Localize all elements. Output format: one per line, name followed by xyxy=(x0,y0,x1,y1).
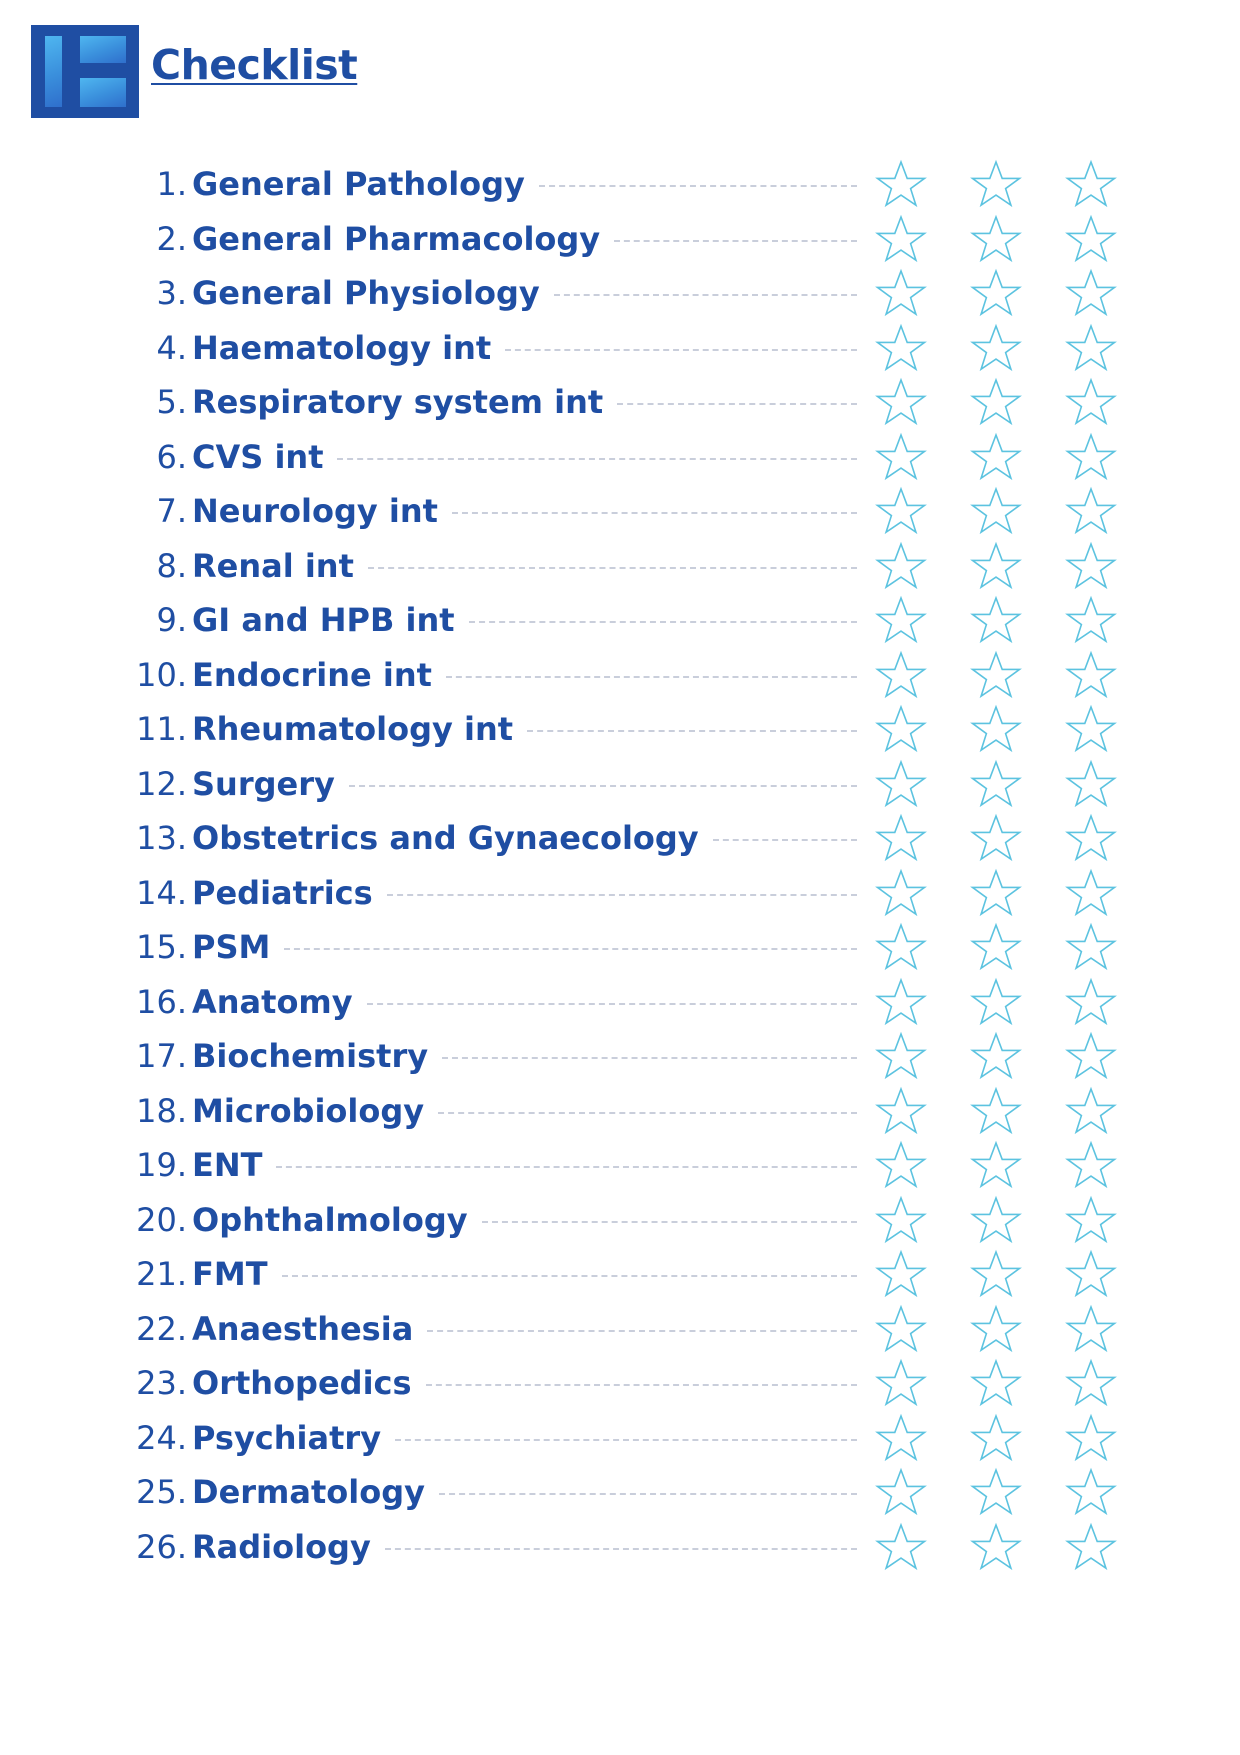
item-number: 16. xyxy=(136,982,187,1021)
star-outline-icon[interactable] xyxy=(969,977,1023,1027)
star-outline-icon[interactable] xyxy=(969,159,1023,209)
leader-line xyxy=(426,1384,857,1386)
star-outline-icon[interactable] xyxy=(1064,1140,1118,1190)
item-label: ENT xyxy=(192,1146,263,1184)
star-outline-icon[interactable] xyxy=(969,377,1023,427)
star-outline-icon[interactable] xyxy=(969,868,1023,918)
leader-line xyxy=(427,1330,857,1332)
item-number: 13. xyxy=(136,819,187,857)
leader-line xyxy=(505,349,857,351)
item-label: General Pharmacology xyxy=(192,219,601,258)
star-outline-icon[interactable] xyxy=(1064,1467,1118,1517)
checklist-row xyxy=(0,159,1240,209)
checklist-row xyxy=(0,922,1240,972)
star-outline-icon[interactable] xyxy=(1064,868,1118,918)
item-label: Ophthalmology xyxy=(192,1200,468,1239)
star-outline-icon[interactable] xyxy=(969,704,1023,754)
star-outline-icon[interactable] xyxy=(874,323,928,373)
star-outline-icon[interactable] xyxy=(969,1413,1023,1463)
star-outline-icon[interactable] xyxy=(1064,541,1118,591)
item-number: 14. xyxy=(136,873,187,912)
item-number: 4. xyxy=(156,328,187,367)
star-outline-icon[interactable] xyxy=(874,486,928,536)
leader-line xyxy=(284,948,857,950)
star-outline-icon[interactable] xyxy=(969,595,1023,645)
item-number: 26. xyxy=(136,1527,187,1566)
leader-line xyxy=(276,1166,857,1168)
item-label: Radiology xyxy=(192,1527,371,1566)
leader-line xyxy=(385,1548,857,1550)
star-outline-icon[interactable] xyxy=(1064,214,1118,264)
leader-line xyxy=(482,1221,857,1223)
star-outline-icon[interactable] xyxy=(969,1195,1023,1245)
checklist-row xyxy=(0,704,1240,754)
star-outline-icon[interactable] xyxy=(874,432,928,482)
item-label: General Physiology xyxy=(192,274,540,312)
item-label: Renal int xyxy=(192,546,354,585)
item-label: FMT xyxy=(192,1255,268,1293)
star-outline-icon[interactable] xyxy=(1064,977,1118,1027)
leader-line xyxy=(368,567,857,569)
item-label: GI and HPB int xyxy=(192,601,455,639)
star-outline-icon[interactable] xyxy=(1064,159,1118,209)
star-outline-icon[interactable] xyxy=(874,759,928,809)
star-outline-icon[interactable] xyxy=(874,377,928,427)
checklist-row xyxy=(0,1522,1240,1572)
checklist-row xyxy=(0,1413,1240,1463)
star-outline-icon[interactable] xyxy=(1064,1358,1118,1408)
star-outline-icon[interactable] xyxy=(1064,486,1118,536)
item-number: 24. xyxy=(136,1418,187,1457)
item-label: Pediatrics xyxy=(192,873,373,912)
star-outline-icon[interactable] xyxy=(969,541,1023,591)
checklist-row xyxy=(0,377,1240,427)
star-outline-icon[interactable] xyxy=(969,813,1023,863)
leader-line xyxy=(446,676,857,678)
star-outline-icon[interactable] xyxy=(874,1413,928,1463)
leader-line xyxy=(713,839,857,841)
checklist-row xyxy=(0,1031,1240,1081)
star-outline-icon[interactable] xyxy=(969,268,1023,318)
star-outline-icon[interactable] xyxy=(969,214,1023,264)
item-label: Respiratory system int xyxy=(192,383,604,421)
item-number: 19. xyxy=(136,1146,187,1184)
item-number: 7. xyxy=(156,492,187,530)
checklist-row xyxy=(0,813,1240,863)
star-outline-icon[interactable] xyxy=(969,486,1023,536)
item-number: 1. xyxy=(156,165,187,203)
item-number: 17. xyxy=(136,1037,187,1075)
item-label: Dermatology xyxy=(192,1473,425,1511)
star-outline-icon[interactable] xyxy=(969,432,1023,482)
checklist-row xyxy=(0,486,1240,536)
star-outline-icon[interactable] xyxy=(1064,268,1118,318)
item-label: Microbiology xyxy=(192,1091,425,1130)
star-outline-icon[interactable] xyxy=(874,1031,928,1081)
star-outline-icon[interactable] xyxy=(874,541,928,591)
star-outline-icon[interactable] xyxy=(969,1249,1023,1299)
leader-line xyxy=(617,403,857,405)
star-outline-icon[interactable] xyxy=(874,1304,928,1354)
item-number: 6. xyxy=(156,437,187,476)
checklist-row xyxy=(0,214,1240,264)
star-outline-icon[interactable] xyxy=(874,650,928,700)
checklist-row xyxy=(0,268,1240,318)
star-outline-icon[interactable] xyxy=(874,1522,928,1572)
checklist-row xyxy=(0,1358,1240,1408)
leader-line xyxy=(282,1275,857,1277)
star-outline-icon[interactable] xyxy=(1064,432,1118,482)
star-outline-icon[interactable] xyxy=(1064,377,1118,427)
star-outline-icon[interactable] xyxy=(874,704,928,754)
checklist-row xyxy=(0,595,1240,645)
leader-line xyxy=(438,1112,857,1114)
star-outline-icon[interactable] xyxy=(969,650,1023,700)
item-number: 22. xyxy=(136,1309,187,1348)
star-outline-icon[interactable] xyxy=(969,1304,1023,1354)
leader-line xyxy=(554,294,857,296)
star-outline-icon[interactable] xyxy=(969,1358,1023,1408)
checklist-row xyxy=(0,541,1240,591)
star-outline-icon[interactable] xyxy=(1064,323,1118,373)
checklist-row xyxy=(0,650,1240,700)
leader-line xyxy=(539,185,857,187)
leader-line xyxy=(349,785,857,787)
leader-line xyxy=(527,730,857,732)
item-number: 2. xyxy=(156,219,187,258)
star-outline-icon[interactable] xyxy=(1064,595,1118,645)
star-outline-icon[interactable] xyxy=(1064,1304,1118,1354)
leader-line xyxy=(439,1493,857,1495)
item-label: Psychiatry xyxy=(192,1418,382,1457)
star-outline-icon[interactable] xyxy=(874,268,928,318)
leader-line xyxy=(387,894,857,896)
checklist-row xyxy=(0,1304,1240,1354)
item-label: Rheumatology int xyxy=(192,710,514,748)
star-outline-icon[interactable] xyxy=(874,159,928,209)
checklist-row xyxy=(0,1467,1240,1517)
star-outline-icon[interactable] xyxy=(874,922,928,972)
leader-line xyxy=(367,1003,857,1005)
star-outline-icon[interactable] xyxy=(874,1195,928,1245)
star-outline-icon[interactable] xyxy=(874,214,928,264)
checklist-row xyxy=(0,1195,1240,1245)
item-label: Surgery xyxy=(192,764,335,803)
item-label: Endocrine int xyxy=(192,655,432,694)
star-outline-icon[interactable] xyxy=(874,1467,928,1517)
checklist-row xyxy=(0,868,1240,918)
star-outline-icon[interactable] xyxy=(874,1249,928,1299)
star-outline-icon[interactable] xyxy=(874,1140,928,1190)
leader-line xyxy=(452,512,857,514)
item-number: 5. xyxy=(156,383,187,421)
star-outline-icon[interactable] xyxy=(874,813,928,863)
star-outline-icon[interactable] xyxy=(969,323,1023,373)
item-number: 15. xyxy=(136,928,187,966)
item-number: 8. xyxy=(156,546,187,585)
star-outline-icon[interactable] xyxy=(874,595,928,645)
item-number: 3. xyxy=(156,274,187,312)
checklist-row xyxy=(0,977,1240,1027)
checklist-row xyxy=(0,323,1240,373)
item-number: 11. xyxy=(136,710,187,748)
item-number: 25. xyxy=(136,1473,187,1511)
star-outline-icon[interactable] xyxy=(1064,1195,1118,1245)
item-number: 9. xyxy=(156,601,187,639)
star-outline-icon[interactable] xyxy=(874,1358,928,1408)
item-label: Biochemistry xyxy=(192,1037,429,1075)
star-outline-icon[interactable] xyxy=(969,759,1023,809)
star-outline-icon[interactable] xyxy=(1064,1249,1118,1299)
star-outline-icon[interactable] xyxy=(1064,704,1118,754)
item-label: PSM xyxy=(192,928,271,966)
checklist-row xyxy=(0,1140,1240,1190)
page-title: Checklist xyxy=(151,41,358,89)
item-number: 18. xyxy=(136,1091,187,1130)
star-outline-icon[interactable] xyxy=(1064,650,1118,700)
star-outline-icon[interactable] xyxy=(1064,1522,1118,1572)
item-label: Neurology int xyxy=(192,492,438,530)
star-outline-icon[interactable] xyxy=(874,977,928,1027)
star-outline-icon[interactable] xyxy=(874,1086,928,1136)
star-outline-icon[interactable] xyxy=(969,1522,1023,1572)
item-label: General Pathology xyxy=(192,165,525,203)
checklist-row xyxy=(0,1249,1240,1299)
item-label: CVS int xyxy=(192,437,324,476)
star-outline-icon[interactable] xyxy=(969,1031,1023,1081)
leader-line xyxy=(614,240,857,242)
item-label: Orthopedics xyxy=(192,1364,412,1402)
leader-line xyxy=(395,1439,857,1441)
item-number: 10. xyxy=(136,655,187,694)
star-outline-icon[interactable] xyxy=(969,1140,1023,1190)
checklist-row xyxy=(0,432,1240,482)
star-outline-icon[interactable] xyxy=(969,1086,1023,1136)
star-outline-icon[interactable] xyxy=(969,1467,1023,1517)
checklist-row xyxy=(0,1086,1240,1136)
item-number: 20. xyxy=(136,1200,187,1239)
item-number: 21. xyxy=(136,1255,187,1293)
star-outline-icon[interactable] xyxy=(1064,1413,1118,1463)
star-outline-icon[interactable] xyxy=(1064,759,1118,809)
item-label: Anaesthesia xyxy=(192,1309,414,1348)
star-outline-icon[interactable] xyxy=(874,868,928,918)
star-outline-icon[interactable] xyxy=(969,922,1023,972)
item-number: 12. xyxy=(136,764,187,803)
leader-line xyxy=(442,1057,857,1059)
star-outline-icon[interactable] xyxy=(1064,1031,1118,1081)
checklist-row xyxy=(0,759,1240,809)
star-outline-icon[interactable] xyxy=(1064,922,1118,972)
leader-line xyxy=(337,458,857,460)
item-number: 23. xyxy=(136,1364,187,1402)
item-label: Anatomy xyxy=(192,982,353,1021)
star-outline-icon[interactable] xyxy=(1064,1086,1118,1136)
item-label: Obstetrics and Gynaecology xyxy=(192,819,699,857)
item-label: Haematology int xyxy=(192,328,492,367)
leader-line xyxy=(469,621,857,623)
star-outline-icon[interactable] xyxy=(1064,813,1118,863)
